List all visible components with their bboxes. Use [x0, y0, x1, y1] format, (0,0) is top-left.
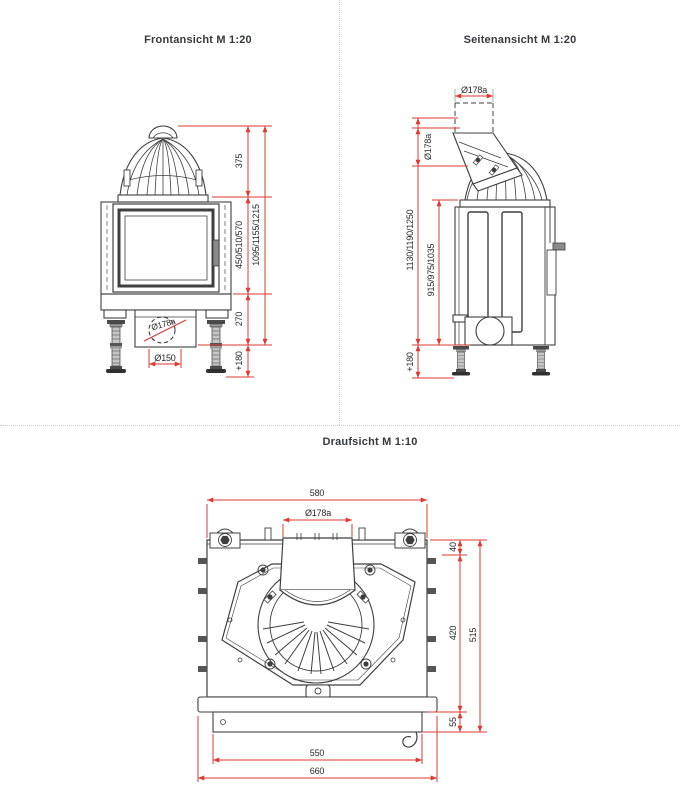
front-door-glass	[125, 216, 207, 280]
top-front-bar	[213, 712, 422, 732]
top-base-plate	[198, 697, 437, 712]
dim-front-total-height: 1095/1155/1215	[251, 204, 261, 266]
dim-front-rear-flue: Ø178a	[150, 315, 177, 333]
top-view-drawing	[170, 480, 500, 805]
dim-front-feet-height: +180	[234, 351, 244, 371]
dim-front-base-height: 270	[234, 311, 244, 327]
side-left-foot	[452, 346, 470, 376]
dim-top-flue: Ø178a	[304, 508, 332, 518]
side-right-foot	[532, 346, 550, 376]
dim-top-base-plate-width: 660	[309, 766, 325, 776]
top-dome-fins	[263, 622, 369, 674]
top-flue-pipe	[280, 533, 355, 605]
dim-front-air-inlet: Ø150	[154, 353, 176, 363]
side-view-title: Seitenansicht M 1:20	[463, 34, 577, 46]
dim-side-feet-height: +180	[405, 352, 415, 372]
front-dome	[118, 126, 208, 202]
dim-front-dome-height: 375	[234, 153, 244, 169]
top-cable-curl	[403, 732, 417, 747]
top-front-plates	[198, 685, 437, 747]
dim-side-body-height: 915/975/1035	[426, 243, 436, 297]
side-door-handle	[553, 243, 565, 250]
dim-front-door-height: 450/510/570	[234, 221, 244, 269]
dim-side-pipe-top: Ø178a	[460, 85, 488, 95]
dim-top-bracket-depth: 40	[448, 542, 458, 552]
top-view-title: Draufsicht M 1:10	[322, 436, 418, 448]
front-left-foot	[106, 320, 126, 373]
side-view-drawing	[360, 80, 640, 400]
front-door-handle	[213, 240, 219, 266]
side-angled-stub	[453, 133, 522, 191]
dim-top-front-depth: 55	[448, 717, 458, 727]
dim-side-total-height: 1130/1190/1250	[405, 209, 415, 271]
side-air-box	[465, 317, 512, 345]
front-right-foot	[206, 320, 226, 373]
dim-top-body-width: 580	[309, 488, 325, 498]
front-view-drawing	[40, 100, 320, 400]
horizontal-divider	[0, 425, 680, 426]
front-view-title: Frontansicht M 1:20	[144, 34, 252, 46]
side-body	[453, 207, 565, 345]
dim-top-body-depth: 420	[448, 625, 458, 641]
dim-top-total-depth: 515	[468, 627, 478, 643]
vertical-divider	[339, 0, 340, 425]
front-door-frame	[113, 204, 219, 292]
front-base-band	[101, 294, 231, 310]
top-dimension-labels	[305, 488, 478, 776]
dim-top-front-bar-width: 550	[309, 748, 325, 758]
dim-side-pipe-rear: Ø178a	[423, 133, 433, 161]
